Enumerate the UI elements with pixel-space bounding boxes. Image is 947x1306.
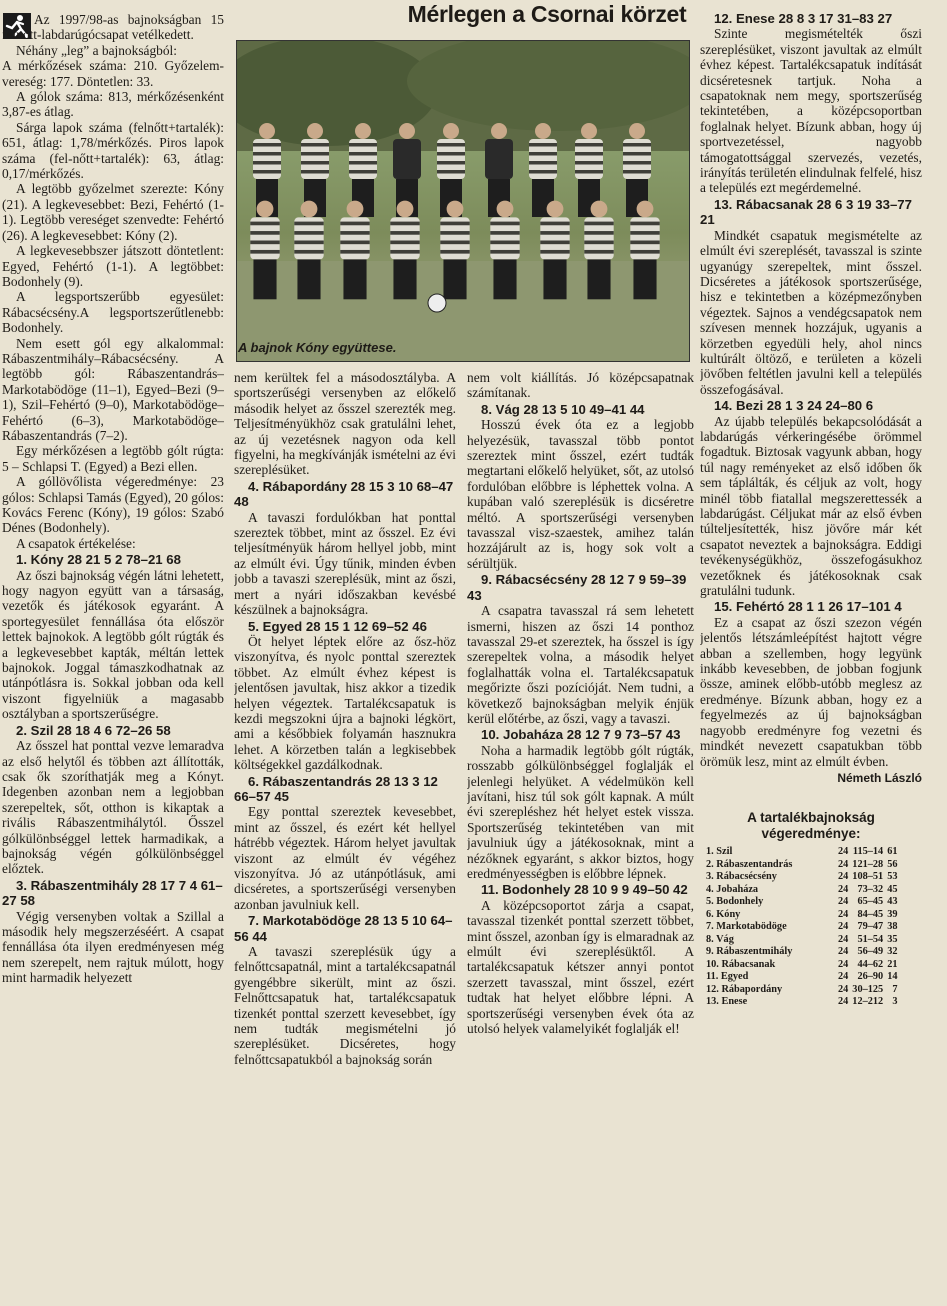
article-paragraph: Egy mérkőzésen a legtöbb gólt rúgta: 5 – Schlapsi T. (Egyed) a Bezi ellen.	[2, 443, 224, 474]
reserve-standings-table	[704, 846, 899, 1009]
team-heading: 12. Enese 28 8 3 17 31–83 27	[714, 11, 893, 26]
players-group	[250, 123, 659, 299]
goals-cell: 73–32	[857, 883, 884, 895]
team-heading: 2. Szil 28 18 4 6 72–26 58	[16, 722, 171, 738]
article-paragraph: A legkevesebbszer játszott döntetlent: Egyed, Fehértó (1-1). A legtöbbet: Bodonhely (9).	[2, 243, 224, 289]
table-row	[704, 971, 899, 984]
column-3	[467, 370, 694, 1306]
games-cell: 24	[838, 896, 849, 908]
article-paragraph: A csapatok értékelése:	[16, 535, 136, 551]
table-row	[704, 871, 899, 884]
team-heading: 8. Vág 28 13 5 10 49–41 44	[481, 401, 645, 417]
team-heading: 14. Bezi 28 1 3 24 24–80 6	[714, 398, 874, 414]
article-paragraph: Ez a csapat az őszi szezon végén jelentős létszámleépítést hajtott végre abban a szellemben, hogy legyünk inkább kevesebben, de jobban fogjunk össze, aminek előbb-utóbb meglesz az eredménye. Bízunk abban, hogy ez a fegyelmezés az új bajnokságban nagyobb eredményre fog vezetni és mindkét nevezett csapatukban több örömük lesz, mint az elmúlt évben.	[700, 614, 922, 769]
article-paragraph: nem volt kiállítás. Jó középcsapatnak számítanak.	[467, 370, 694, 401]
goals-cell: 26–90	[857, 971, 884, 983]
team-heading: 5. Egyed 28 15 1 12 69–52 46	[248, 618, 427, 634]
points-cell: 53	[887, 871, 898, 883]
goals-cell: 79–47	[857, 921, 884, 933]
games-cell: 24	[838, 883, 849, 895]
games-cell: 24	[838, 958, 849, 970]
games-cell: 24	[838, 908, 849, 920]
table-row	[704, 946, 899, 959]
points-cell: 35	[887, 933, 898, 945]
games-cell: 24	[838, 971, 849, 983]
goals-cell: 121–28	[852, 858, 884, 870]
games-cell: 24	[838, 983, 849, 995]
points-cell: 61	[887, 846, 898, 858]
points-cell: 21	[887, 958, 898, 970]
table-row	[704, 984, 899, 997]
team-photo	[236, 40, 690, 362]
table-row	[704, 896, 899, 909]
article-paragraph: A legsportszerűbb egyesület: Rábacsécsény.A legsportszerűtlenebb: Bodonhely.	[2, 289, 224, 336]
table-row	[704, 934, 899, 947]
team-heading: 7. Markotabödöge 28 13 5 10 64–56 44	[234, 913, 453, 944]
article-paragraph: A mérkőzések száma: 210. Győzelem-vereség: 177. Döntetlen: 33.	[2, 58, 224, 89]
team-name-cell: 2. Rábaszentandrás	[706, 858, 793, 870]
games-cell: 24	[838, 946, 849, 958]
article-paragraph: nem kerültek fel a másodosztályba. A sportszerűségi versenyben az előkelő második helyet az ősszel szerezték meg. Teljesítményükhöz csak gratulálni lehet, az új vezetésnek nagyon oda kell figyelni, ha megkívánják ismételni az évi szereplésüket.	[234, 370, 456, 478]
table-row	[704, 909, 899, 922]
goals-cell: 115–14	[852, 846, 884, 858]
article-paragraph: Egy ponttal szereztek kevesebbet, mint az ősszel, és ezért két hellyel hátrébb végeztek. Három helyet javultak viszont az elmúlt év végéhez viszonyítva. Jó az utánpótlásuk, ami dicséretes, a sportszerűségi versenyben azonban javulniuk kell.	[234, 804, 456, 912]
team-name-cell: 7. Markotabödöge	[706, 921, 787, 933]
article-paragraph: Végig versenyben voltak a Szillal a második hely megszerzéséért. A csapat fennállása óta ilyen eredményesen még nem szerepelt, nem rajtuk múlott, hogy mint harmadik helyezett	[2, 908, 224, 986]
article-paragraph: A tavaszi szereplésük úgy a felnőttcsapatnál, mint a tartalékcsapatnál gyengébbre sikerült, mint az őszi. Felnőttcsapatuk hat, tartalékcsapatuk tizenkét ponttal szerzett kevesebbet, így nem tudták megismételni jó szereplésüket. Dicséretes, hogy felnőttcsapatukból a bajnokság során	[234, 944, 456, 1067]
team-name-cell: 8. Vág	[706, 933, 734, 945]
column-1	[2, 12, 224, 1306]
article-paragraph: Néhány „leg” a bajnokságból:	[16, 42, 178, 58]
article-paragraph: Öt helyet léptek előre az ősz-höz viszonyítva, és nyolc ponttal szereztek többet. Az elmúlt évhez képest is jelentősen javultak, hisz akkor a tizedik helyen végeztek. Tartalékcsapatuk is kezdi megszokni újra a bajnoki légkört, ami a későbbiek folyamán hasznukra lehet. A körzetben talán a legkisebbek költségekkel gazdálkodnak.	[234, 633, 456, 773]
team-name-cell: 4. Jobaháza	[706, 883, 759, 895]
article-paragraph: A csapatra tavasszal rá sem lehetett ismerni, hiszen az őszi 14 ponthoz tavasszal 29-et szereztek, ha ősszel is így szerepeltek volna, a második helyet foglalhatták volna el. Tartalékcsapatuk megőrizte őszi pozícióját. Nem tudni, a következő bajnokságban melyik énjük kerül előtérbe, az őszi, vagy a tavaszi.	[467, 603, 694, 726]
goals-cell: 44–62	[857, 958, 884, 970]
goals-cell: 56–49	[857, 946, 884, 958]
article-paragraph: Sárga lapok száma (felnőtt+tartalék): 651, átlag: 1,78/mérkőzés. Piros lapok száma (fel-nőtt+tartalék): 63, átlag: 0,17/mérkőzés.	[2, 119, 224, 182]
table-row	[704, 959, 899, 972]
article-paragraph: Az 1997/98-as bajnokságban 15 felnőtt-labdarúgócsapat vetélkedett.	[2, 12, 224, 43]
team-name-cell: 13. Enese	[706, 996, 748, 1008]
team-name-cell: 11. Egyed	[706, 971, 749, 983]
article-paragraph: A legtöbb győzelmet szerezte: Kóny (21). A legkevesebbet: Bezi, Fehértó (1-1). Legtöbb vereséget szenvedte: Fehértó (26). A legkevesebbet: Kóny (2).	[2, 181, 224, 243]
headline: Mérlegen a Csornai körzet	[407, 1, 687, 27]
games-cell: 24	[838, 933, 849, 945]
photo-caption: A bajnok Kóny együttese.	[238, 340, 397, 355]
games-cell: 24	[838, 846, 849, 858]
article-paragraph: A középcsoportot zárja a csapat, tavasszal tizenkét ponttal szerzett többet, mint ősszel, azonban így is elmaradnak az elmúlt évi szereplésüktől. A tartalékcsapatuk kétszer annyi pontot szerzett tavasszal, mint ősszel, ezért tudtak hat helyet előbbre lépni. A sportszerűségi versenyben évek óta az utolsó helyek valamelyikét foglalják el!	[467, 897, 694, 1037]
points-cell: 32	[887, 946, 898, 958]
reserve-table-title	[700, 810, 922, 842]
goals-cell: 51–54	[857, 933, 884, 945]
team-name-cell: 5. Bodonhely	[706, 896, 764, 908]
points-cell: 43	[887, 896, 898, 908]
article-paragraph: A gólok száma: 813, mérkőzésenként 3,87-es átlag.	[2, 89, 224, 120]
games-cell: 24	[838, 858, 849, 870]
team-name-cell: 3. Rábacsécsény	[706, 871, 777, 883]
team-name-cell: 9. Rábaszentmihály	[706, 946, 793, 958]
table-row	[704, 921, 899, 934]
points-cell: 56	[887, 858, 898, 870]
article-paragraph: Az ősszel hat ponttal vezve lemaradva az első helytől és többen azt állították, csak ők szoríthatják meg a Kónyt. Idegenben azonban nem a legjobban szerepeltek, sőt, otthon is kikaptak a rivális Rábaszentmihálytól. Ősszel gólkülönbséggel lettek harmadikak, a bajnokság végén gólkülönbséggel előztek.	[2, 738, 224, 877]
team-heading: 15. Fehértó 28 1 1 26 17–101 4	[714, 599, 902, 615]
article-paragraph: A góllövőlista végeredménye: 23 gólos: Schlapsi Tamás (Egyed), 20 gólos: Kovács Ferenc (Kóny), 19 gólos: Szabó Dénes (Bodonhely).	[2, 474, 224, 536]
games-cell: 24	[838, 996, 849, 1008]
column-4-body	[700, 11, 922, 769]
article-paragraph: Az újabb település bekapcsolódását a labdarúgás vérkeringésébe örömmel fogadtuk. Biztosak vagyunk abban, hogy túl nagy reményeket az első időben ők sem táplálták, és céljuk az volt, hogy minél több fiatallal megszerettessék a labdarúgást. Céljukat már az első évben túlteljesítették, hisz jövőre már két csapatot neveztek a bajnokságra. Eddigi tevékenységükhöz, összefogásukhoz vezetőknek és játékosoknak csak gratulálni tudunk.	[700, 413, 922, 599]
points-cell: 14	[887, 971, 898, 983]
column-2	[234, 370, 456, 1306]
games-cell: 24	[838, 871, 849, 883]
article-paragraph: Szinte megismételték őszi szereplésüket, viszont javultak az elmúlt évhez képest. Tartalékcsapatuk indítását dicséretesnek tartjuk. Noha a csapatoknak nem megy, sportszerűség tekintetében, a középcsoportban foglalnak helyet. Bízunk abban, hogy új sportvezetéssel, nagyobb támogatottsággal szervezés, vezetés, irányítás területén elindulnak felfelé, hisz a település ezt megérdemelné.	[700, 26, 922, 196]
goals-cell: 30–125	[852, 983, 884, 995]
points-cell: 38	[887, 921, 898, 933]
goals-cell: 65–45	[857, 896, 884, 908]
team-heading: 11. Bodonhely 28 10 9 9 49–50 42	[481, 882, 688, 898]
article-paragraph: Noha a harmadik legtöbb gólt rúgták, rosszabb gólkülönbséggel foglalják el jelenlegi helyüket. A védelmükön kell javítani, hisz túl sok gólt kapnak. A múlt évi szerepléshez hét helyet estek vissza. Sportszerűség tekintetében van mit javulniuk úgy a játékosoknak, mint a nézőknek egyaránt, s akkor biztos, hogy eredményességben is előbbre lépnek.	[467, 742, 694, 881]
team-name-cell: 12. Rábapordány	[706, 983, 783, 995]
team-name-cell: 10. Rábacsanak	[706, 958, 776, 970]
author: Németh László	[837, 770, 922, 785]
team-heading: 4. Rábapordány 28 15 3 10 68–47 48	[234, 478, 454, 510]
article-paragraph: Hosszú évek óta ez a legjobb helyezésük, tavasszal több pontot szereztek mint ősszel, ezért tudták megtartani előkelő helyüket, sőt, az utolsó fordulóban előbbre is léphettek volna. A kupában való szereplésük is dicséretre méltó. A sportszerűségi versenyben tavasszal visz-szaestek, amihez talán hozzájárult az is, hogy sok volt a sérültjük.	[467, 417, 694, 571]
team-heading: 3. Rábaszentmihály 28 17 7 4 61–27 58	[2, 877, 223, 909]
team-heading: 6. Rábaszentandrás 28 13 3 12 66–57 45	[234, 773, 438, 804]
article-paragraph: Az őszi bajnokság végén látni lehetett, hogy nagyon együtt van a társaság, vezetők és játékosok egyaránt. A sportegyesület fennállása óta először lettek bajnokok. A legtöbb gólt rúgták és a legkevesebbet kapták, méltán lettek bajnokok. Joggal támaszkodhatnak az utánpótlásra is. Sokkal jobban oda kell viszont figyelniük a magasabb osztályban a sportszerűségre.	[2, 567, 224, 722]
reserve-table-title-line: A tartalékbajnokság	[747, 810, 875, 826]
table-row	[704, 884, 899, 897]
points-cell: 39	[887, 908, 898, 920]
column-4	[700, 10, 922, 1306]
team-photo-drawing	[237, 41, 690, 362]
table-row	[704, 846, 899, 859]
table-row	[704, 996, 899, 1009]
reserve-table-subtitle: végeredménye:	[761, 826, 861, 842]
team-heading: 1. Kóny 28 21 5 2 78–21 68	[16, 552, 181, 568]
team-name-cell: 1. Szil	[706, 846, 733, 858]
team-heading: 9. Rábacsécsény 28 12 7 9 59–39 43	[467, 572, 687, 603]
goals-cell: 84–45	[857, 908, 884, 920]
points-cell: 7	[892, 983, 898, 995]
article-paragraph: Mindkét csapatuk megismételte az elmúlt évi szereplését, tavasszal is szinte ugyanúgy szerepeltek, mint ősszel. Dicséretes a játékosok sportszerűsége, hisz e tekintetben a középmezőnyben végeztek. Sajnos a vendégcsapatok nem szívesen mennek hozzájuk, ugyanis a körzetben egyedüli hely, ahol nincs kultúrált öltöző, e területen a közeli jövőben feltétlen javulni kell a település összefogásával.	[700, 227, 922, 397]
points-cell: 3	[892, 996, 898, 1008]
team-name-cell: 6. Kóny	[706, 908, 741, 920]
goals-cell: 12–212	[852, 996, 884, 1008]
article-paragraph: Nem esett gól egy alkalommal: Rábaszentmihály–Rábacsécsény. A legtöbb gól: Rábaszentandrás–Markotabödöge (11–1), Egyed–Bezi (9–1), Szil–Fehértó (9–0), Markotabödöge–Fehértó (6–3), Markotabödöge–Rábaszentandrás (7–2).	[2, 335, 224, 443]
article-paragraph: A tavaszi fordulókban hat ponttal szereztek többet, mint az ősszel. Ez évi teljesítményük három hellyel jobb, mint az elmúlt évi. Úgy tűnik, minden évben jobb a tavaszi szereplésük, mint az őszi, mert a nyári időszakban kevésbé készülnek a bajnokságra.	[234, 509, 456, 618]
team-heading: 13. Rábacsanak 28 6 3 19 33–77 21	[700, 196, 912, 228]
goals-cell: 108–51	[852, 871, 884, 883]
table-row	[704, 859, 899, 872]
team-heading: 10. Jobaháza 28 12 7 9 73–57 43	[481, 727, 681, 743]
points-cell: 45	[887, 883, 898, 895]
games-cell: 24	[838, 921, 849, 933]
